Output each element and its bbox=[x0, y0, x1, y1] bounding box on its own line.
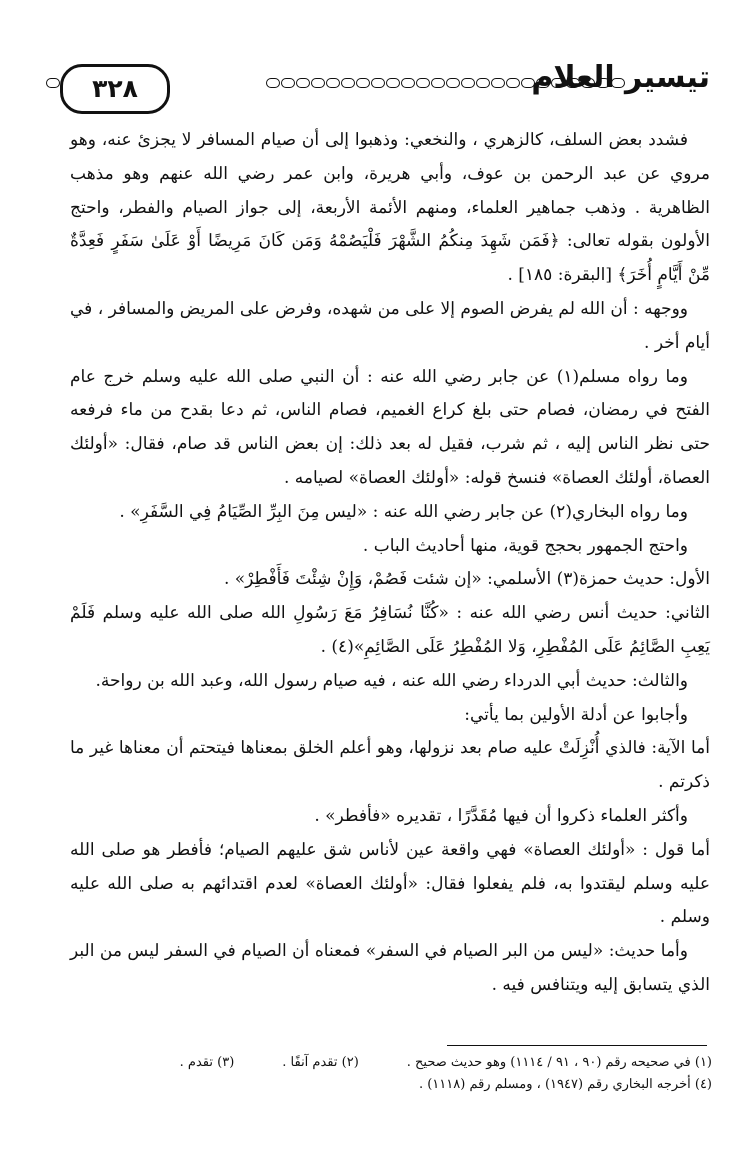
paragraph-13: وأما حديث: «ليس من البر الصيام في السفر» فمعناه أن الصيام في السفر ليس من البر الذي يتسابق إليه ويتنافس فيه . bbox=[70, 941, 710, 995]
paragraph-5: واحتج الجمهور بحجج قوية، منها أحاديث الباب . bbox=[362, 535, 688, 556]
page-number: ٣٢٨ bbox=[60, 64, 170, 114]
footnote-row bbox=[70, 1074, 712, 1096]
paragraph-12: أما قول : «أولئك العصاة» فهي واقعة عين لأناس شق عليهم الصيام؛ فأفطر هو صلى الله عليه وسلم ليقتدوا به، فلم يفعلوا فقال: «أولئك العصاة» لعدم اقتدائهم به صلى الله عليه وسلم . bbox=[70, 839, 710, 928]
paragraph-4: وما رواه البخاري(٢) عن جابر رضي الله عنه : «ليس مِنَ البِرِّ الصِّيَامُ فِي السَّفَرِ» . bbox=[119, 501, 688, 522]
book-title: تيسير العلام bbox=[531, 60, 710, 95]
paragraph-3: وما رواه مسلم(١) عن جابر رضي الله عنه : أن النبي صلى الله عليه وسلم خرج عام الفتح في رمضان، فصام حتى بلغ كراع الغميم، فصام الناس، ثم دعا بقدح من ماء فرفعه حتى نظر الناس إليه ، ثم شرب، فقيل له بعد ذلك: إن بعض الناس قد صام، فقال: «أولئك العصاة، أولئك العصاة» فنسخ قوله: «أولئك العصاة» لصيامه . bbox=[70, 366, 710, 488]
footnote-3: (٣) تقدم . bbox=[179, 1055, 235, 1070]
paragraph-1: فشدد بعض السلف، كالزهري ، والنخعي: وذهبوا إلى أن صيام المسافر لا يجزئ عنه، وهو مروي عن عبد الرحمن بن عوف، وأبي هريرة، وابن عمر رضي الله عنهم وهو مذهب الظاهرية . وذهب جماهير العلماء، ومنهم الأئمة الأربعة، إلى جواز الصيام والفطر، واحتج الأولون بقوله تعالى: ﴿فَمَن شَهِدَ مِنكُمُ الشَّهْرَ فَلْيَصُمْهُ وَمَن كَانَ مَرِيضًا أَوْ عَلَىٰ سَفَرٍ فَعِدَّةٌ مِّنْ أَيَّامٍ أُخَرَ﴾ [البقرة: ١٨٥] . bbox=[70, 130, 710, 286]
paragraph-10: أما الآية: فالذي أُنْزِلَتْ عليه صام بعد نزولها، وهو أعلم الخلق بمعناها فيتحتم أن معناها غير ما ذكرتم . bbox=[70, 738, 710, 793]
main-text bbox=[70, 124, 710, 1003]
paragraph-8: والثالث: حديث أبي الدرداء رضي الله عنه ، فيه صيام رسول الله، وعبد الله بن رواحة. bbox=[95, 670, 688, 691]
paragraph-11: وأكثر العلماء ذكروا أن فيها مُقَدَّرًا ، تقديره «فأفطر» . bbox=[314, 805, 688, 826]
footnote-2: (٢) تقدم آنفًا . bbox=[282, 1055, 359, 1070]
footnote-4: (٤) أخرجه البخاري رقم (١٩٤٧) ، ومسلم رقم (١١١٨) . bbox=[418, 1077, 712, 1092]
paragraph-6: الأول: حديث حمزة(٣) الأسلمي: «إن شئت فَصُمْ، وَإِنْ شِئْتَ فَأَفْطِرْ» . bbox=[223, 569, 710, 590]
paragraph-7: الثاني: حديث أنس رضي الله عنه : «كُنَّا نُسَافِرُ مَعَ رَسُولِ الله صلى الله عليه وسلم فَلَمْ يَعِبِ الصَّائِمُ عَلَى المُفْطِرِ، وَلا المُفْطِرُ عَلَى الصَّائِمِ»(٤) . bbox=[70, 603, 710, 657]
footnotes bbox=[70, 1052, 712, 1096]
footnote-row bbox=[70, 1052, 712, 1074]
paragraph-9: وأجابوا عن أدلة الأولين بما يأتي: bbox=[464, 704, 688, 725]
paragraph-2: ووجهه : أن الله لم يفرض الصوم إلا على من شهده، وفرض على المريض والمسافر ، في أيام أخر . bbox=[70, 298, 710, 353]
footnote-divider bbox=[447, 1045, 707, 1046]
page-header bbox=[60, 58, 710, 114]
footnote-1: (١) في صحيحه رقم (٩٠ ، ٩١ / ١١١٤) وهو حديث صحيح . bbox=[406, 1055, 712, 1070]
